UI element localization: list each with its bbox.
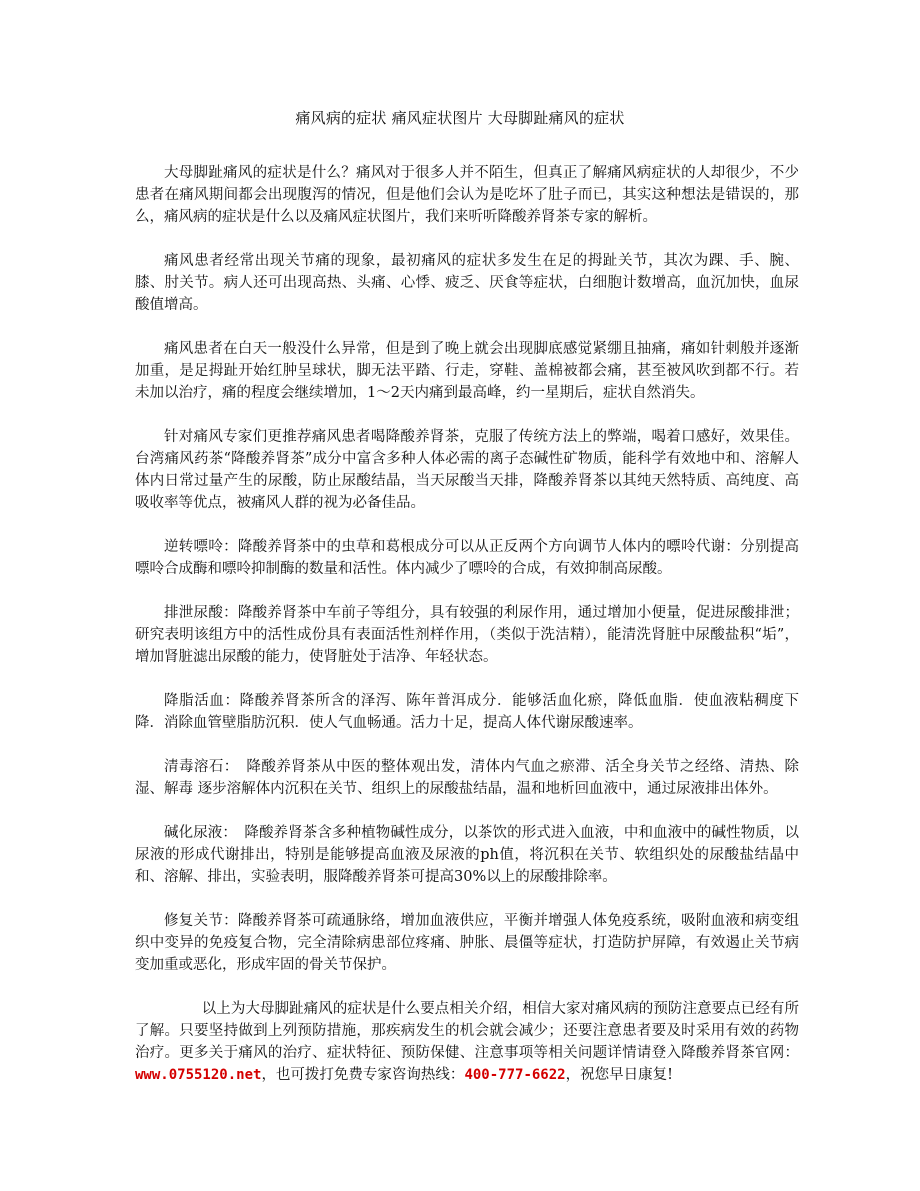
hotline-number: 400-777-6622 [464, 1067, 566, 1083]
paragraph-night-pain: 痛风患者在白天一般没什么异常，但是到了晚上就会出现脚底感觉紧绷且抽痛，痛如针刺般并逐渐加重，是足拇趾开始红肿呈球状，脚无法平踏、行走，穿鞋、盖棉被都会痛，甚至被风吹到都不行。若未加以治疗，痛的程度会继续增加，1～2天内痛到最高峰，约一星期后，症状自然消失。 [135, 341, 799, 401]
paragraph-tea-recommendation: 针对痛风专家们更推荐痛风患者喝降酸养肾茶，克服了传统方法上的弊端，喝着口感好，效果佳。台湾痛风药茶“降酸养肾茶”成分中富含多种人体必需的离子态碱性矿物质，能科学有效地中和、溶解人体内日常过量产生的尿酸，防止尿酸结晶，当天尿酸当天排，降酸养肾茶以其纯天然特质、高纯度、高吸收率等优点，被痛风人群的视为必备佳品。 [135, 429, 799, 511]
website-link[interactable]: www.0755120.net [135, 1067, 262, 1083]
conclusion-closing-text: ，祝您早日康复! [565, 1067, 673, 1083]
paragraph-intro: 大母脚趾痛风的症状是什么？痛风对于很多人并不陌生，但真正了解痛风病症状的人却很少，不少患者在痛风期间都会出现腹泻的情况，但是他们会认为是吃坏了肚子而已，其实这种想法是错误的，那么，痛风病的症状是什么以及痛风症状图片，我们来听听降酸养肾茶专家的解析。 [135, 165, 799, 225]
document-body [135, 162, 799, 1108]
conclusion-text: 以上为大母脚趾痛风的症状是什么要点相关介绍，相信大家对痛风病的预防注意要点已经有所了解。只要坚持做到上列预防措施，那疾病发生的机会就会减少；还要注意患者要及时采用有效的药物治疗。更多关于痛风的治疗、症状特征、预防保健、注意事项等相关问题详情请登入降酸养肾茶官网： [135, 1001, 799, 1061]
paragraph-repair-joints: 修复关节：降酸养肾茶可疏通脉络，增加血液供应，平衡并增强人体免疫系统，吸附血液和病变组织中变异的免疫复合物，完全清除病患部位疼痛、肿胀、晨僵等症状，打造防护屏障，有效遏止关节病变加重或恶化，形成牢固的骨关节保护。 [135, 913, 799, 973]
paragraph-alkalize-urine: 碱化尿液： 降酸养肾茶含多种植物碱性成分，以茶饮的形式进入血液，中和血液中的碱性物质，以尿液的形成代谢排出，特别是能够提高血液及尿液的ph值，将沉积在关节、软组织处的尿酸盐结晶中和、溶解、排出，实验表明，服降酸养肾茶可提高30%以上的尿酸排除率。 [135, 825, 799, 885]
document-title: 痛风病的症状 痛风症状图片 大母脚趾痛风的症状 [295, 109, 625, 127]
paragraph-conclusion [135, 998, 799, 1086]
paragraph-detox-dissolve: 清毒溶石： 降酸养肾茶从中医的整体观出发，清体内气血之瘀滞、活全身关节之经络、清热、除湿、解毒 逐步溶解体内沉积在关节、组织上的尿酸盐结晶，温和地析回血液中，通过尿液排出体外。 [135, 759, 799, 797]
conclusion-hotline-text: ，也可拨打免费专家咨询热线： [261, 1067, 465, 1083]
paragraph-reverse-purine: 逆转嘌呤：降酸养肾茶中的虫草和葛根成分可以从正反两个方向调节人体内的嘌呤代谢：分别提高嘌呤合成酶和嘌呤抑制酶的数量和活性。体内减少了嘌呤的合成，有效抑制高尿酸。 [135, 539, 799, 577]
paragraph-excrete-uric-acid: 排泄尿酸：降酸养肾茶中车前子等组分，具有较强的利尿作用，通过增加小便量，促进尿酸排泄；研究表明该组方中的活性成份具有表面活性剂样作用，（类似于洗洁精），能清洗肾脏中尿酸盐积“垢”，增加肾脏滤出尿酸的能力，使肾脏处于洁净、年轻状态。 [135, 605, 799, 665]
paragraph-joint-pain: 痛风患者经常出现关节痛的现象，最初痛风的症状多发生在足的拇趾关节，其次为踝、手、腕、膝、肘关节。病人还可出现高热、头痛、心悸、疲乏、厌食等症状，白细胞计数增高，血沉加快，血尿酸值增高。 [135, 253, 799, 313]
paragraph-lower-lipids: 降脂活血：降酸养肾茶所含的泽泻、陈年普洱成分．能够活血化瘀，降低血脂．使血液粘稠度下降．消除血管壁脂肪沉积．使人气血畅通。活力十足，提高人体代谢尿酸速率。 [135, 693, 799, 731]
